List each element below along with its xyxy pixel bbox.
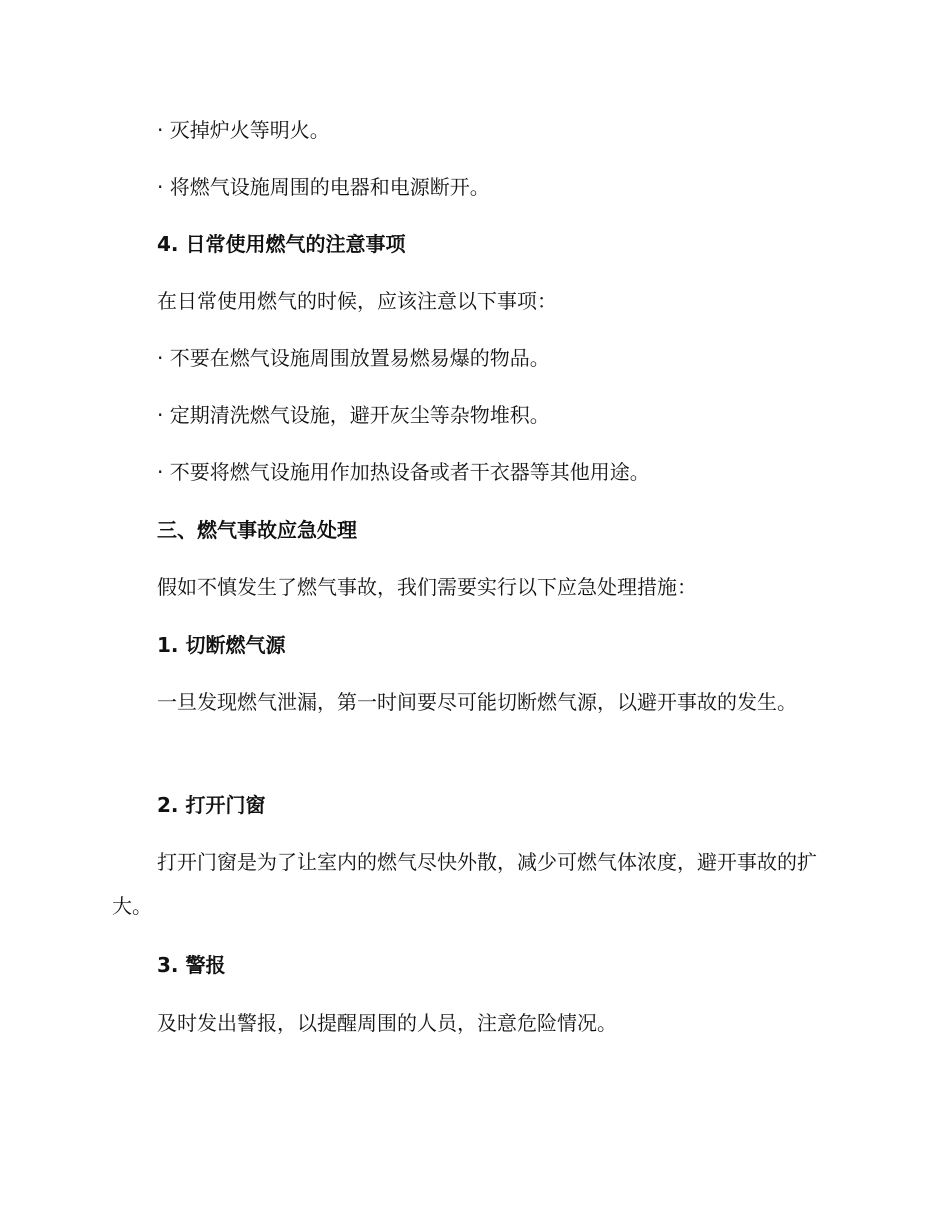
paragraph-alarm: 及时发出警报，以提醒周围的人员，注意危险情况。 — [157, 1011, 617, 1035]
heading-daily-use: 4. 日常使用燃气的注意事项 — [157, 232, 406, 256]
bullet-clean-regularly: · 定期清洗燃气设施，避开灰尘等杂物堆积。 — [157, 403, 550, 427]
bullet-extinguish-fire: · 灭掉炉火等明火。 — [157, 118, 330, 142]
paragraph-open-windows: 打开门窗是为了让室内的燃气尽快外散，减少可燃气体浓度，避开事故的扩大。 — [112, 850, 817, 918]
paragraph-daily-intro: 在日常使用燃气的时候，应该注意以下事项： — [157, 289, 557, 313]
paragraph-emergency-intro: 假如不慎发生了燃气事故，我们需要实行以下应急处理措施： — [157, 575, 697, 599]
bullet-no-flammables: · 不要在燃气设施周围放置易燃易爆的物品。 — [157, 346, 550, 370]
heading-cut-gas: 1. 切断燃气源 — [157, 633, 286, 657]
heading-open-windows: 2. 打开门窗 — [157, 793, 266, 817]
bullet-disconnect-power: · 将燃气设施周围的电器和电源断开。 — [157, 175, 490, 199]
bullet-no-other-uses: · 不要将燃气设施用作加热设备或者干衣器等其他用途。 — [157, 460, 650, 484]
heading-alarm: 3. 警报 — [157, 953, 226, 977]
section-heading-emergency: 三、燃气事故应急处理 — [157, 518, 357, 542]
paragraph-cut-gas: 一旦发现燃气泄漏，第一时间要尽可能切断燃气源，以避开事故的发生。 — [157, 690, 797, 714]
